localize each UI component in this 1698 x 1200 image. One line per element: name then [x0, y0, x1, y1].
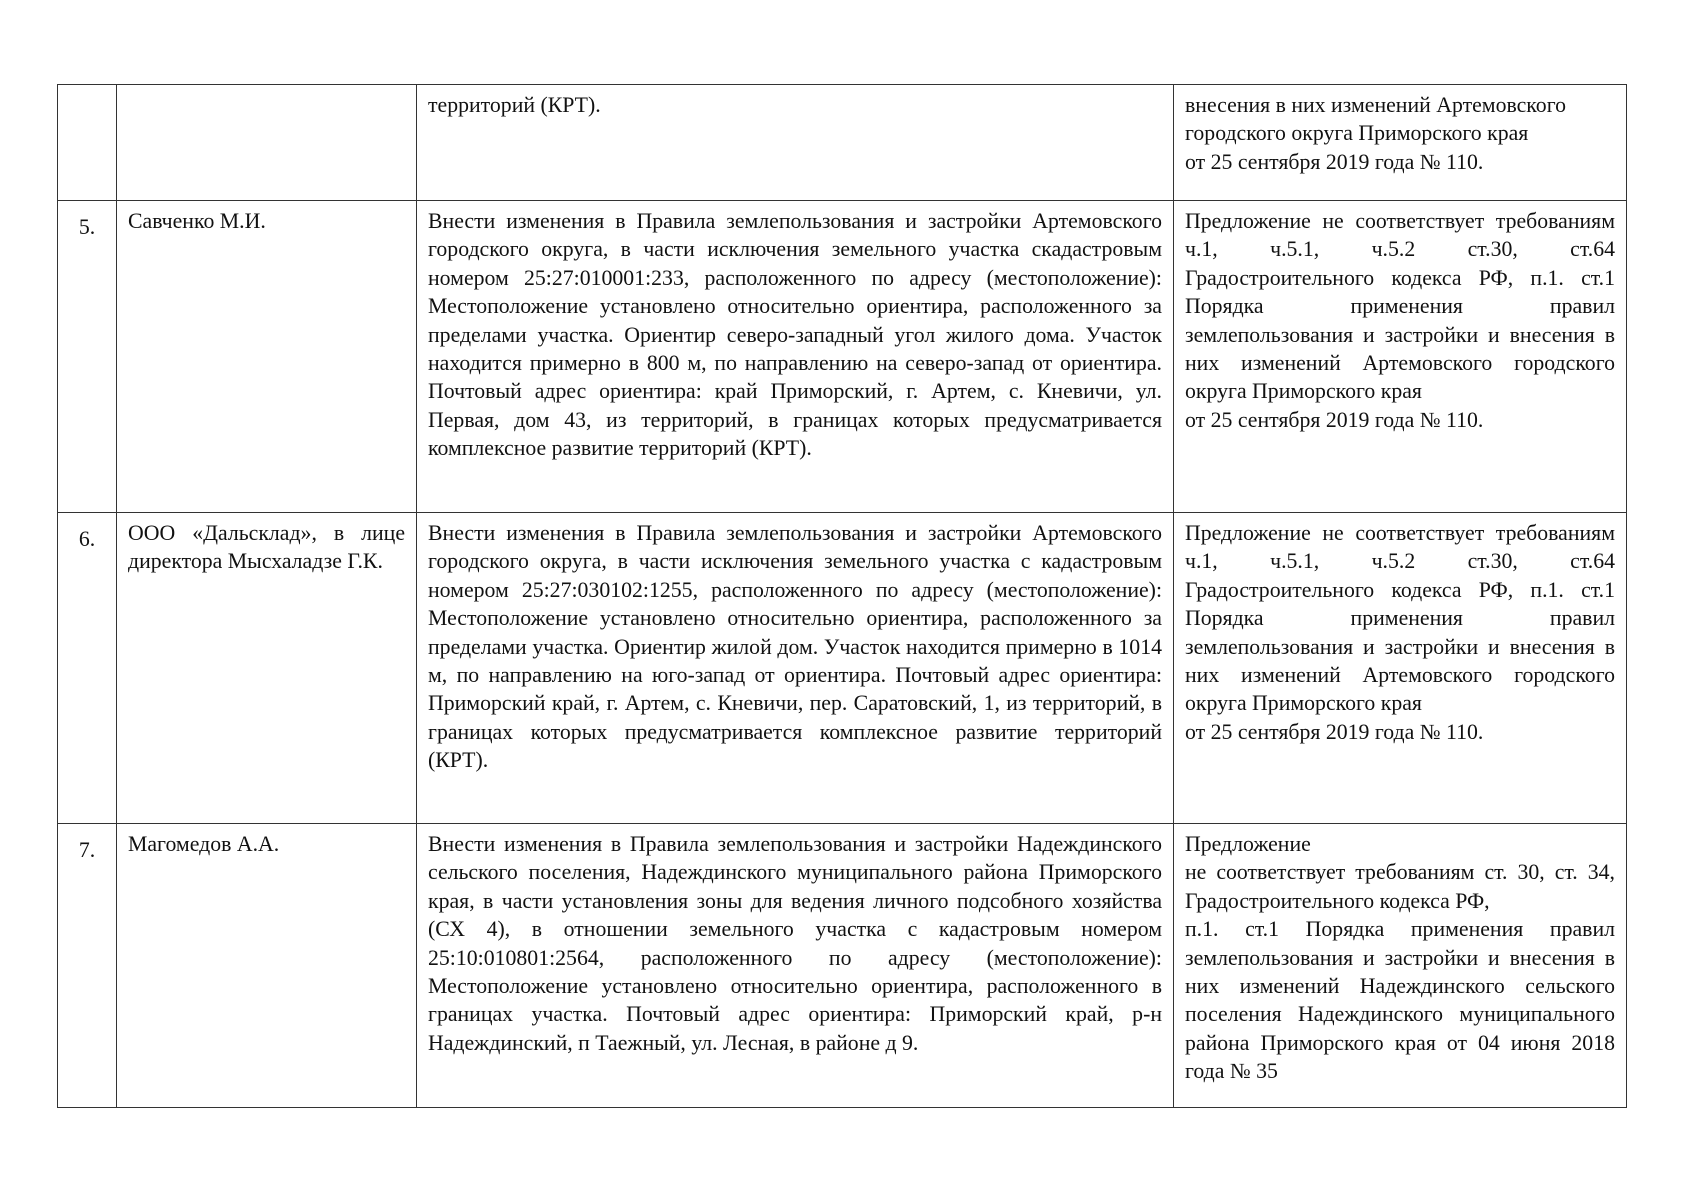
conclusion-text: внесения в них изменений Артемовского городского округа Приморского края: [1185, 93, 1566, 146]
conclusion-heading: Предложение: [1185, 832, 1311, 856]
conclusion-cell: [1174, 824, 1627, 1108]
proposal-cell: Внести изменения в Правила землепользования и застройки Надеждинского сельского поселения, Надеждинского муниципального района Приморского края, в части установления зоны для ведения личного подсобного хозяйства (СХ 4), в отношении земельного участка с кадастровым номером 25:10:010801:2564, расположенного по адресу (местоположение): Местоположение установлено относительно ориентира, расположенного в границах участка. Почтовый адрес ориентира: Приморский край, р-н Надеждинский, п Таежный, ул. Лесная, в районе д 9.: [417, 824, 1174, 1108]
conclusion-cell: [1174, 513, 1627, 824]
table-row: [58, 824, 1627, 1108]
proposal-cell: территорий (КРТ).: [417, 85, 1174, 201]
row-number-cell: 7.: [58, 824, 117, 1108]
conclusion-cell: [1174, 201, 1627, 513]
applicant-cell: [117, 85, 417, 201]
row-number-cell: 5.: [58, 201, 117, 513]
table-row: [58, 513, 1627, 824]
applicant-cell: Магомедов А.А.: [117, 824, 417, 1108]
conclusion-text: Предложение не соответствует требованиям ч.1, ч.5.1, ч.5.2 ст.30, ст.64 Градостроительного кодекса РФ, п.1. ст.1 Порядка применения правил землепользования и застройки и внесения в них изменений Артемовского городского округа Приморского края: [1185, 521, 1615, 716]
conclusion-text: п.1. ст.1 Порядка применения правил землепользования и застройки и внесения в них изменений Надеждинского сельского поселения Надеждинского муниципального района Приморского края от 04 июня 2018 года № 35: [1185, 917, 1615, 1084]
applicant-cell: ООО «Дальсклад», в лице директора Мысхаладзе Г.К.: [117, 513, 417, 824]
conclusion-date: от 25 сентября 2019 года № 110.: [1185, 149, 1484, 174]
conclusion-text: не соответствует требованиям ст. 30, ст. 34, Градостроительного кодекса РФ,: [1185, 860, 1615, 913]
applicant-cell: Савченко М.И.: [117, 201, 417, 513]
table-row: [58, 85, 1627, 201]
conclusion-cell: [1174, 85, 1627, 201]
row-number-cell: [58, 85, 117, 201]
conclusion-date: от 25 сентября 2019 года № 110.: [1185, 407, 1484, 432]
conclusion-text: Предложение не соответствует требованиям ч.1, ч.5.1, ч.5.2 ст.30, ст.64 Градостроительного кодекса РФ, п.1. ст.1 Порядка применения правил землепользования и застройки и внесения в них изменений Артемовского городского округа Приморского края: [1185, 209, 1615, 404]
proposals-table: [57, 84, 1627, 1108]
table-row: [58, 201, 1627, 513]
row-number-cell: 6.: [58, 513, 117, 824]
proposal-cell: Внести изменения в Правила землепользования и застройки Артемовского городского округа, в части исключения земельного участка скадастровым номером 25:27:010001:233, расположенного по адресу (местоположение): Местоположение установлено относительно ориентира, расположенного за пределами участка. Ориентир северо-западный угол жилого дома. Участок находится примерно в 800 м, по направлению на северо-запад от ориентира. Почтовый адрес ориентира: край Приморский, г. Артем, с. Кневичи, ул. Первая, дом 43, из территорий, в границах которых предусматривается комплексное развитие территорий (КРТ).: [417, 201, 1174, 513]
proposal-cell: Внести изменения в Правила землепользования и застройки Артемовского городского округа, в части исключения земельного участка с кадастровым номером 25:27:030102:1255, расположенного по адресу (местоположение): Местоположение установлено относительно ориентира, расположенного за пределами участка. Ориентир жилой дом. Участок находится примерно в 1014 м, по направлению на юго-запад от ориентира. Почтовый адрес ориентира: Приморский край, г. Артем, с. Кневичи, пер. Саратовский, 1, из территорий, в границах которых предусматривается комплексное развитие территорий (КРТ).: [417, 513, 1174, 824]
conclusion-date: от 25 сентября 2019 года № 110.: [1185, 719, 1484, 744]
